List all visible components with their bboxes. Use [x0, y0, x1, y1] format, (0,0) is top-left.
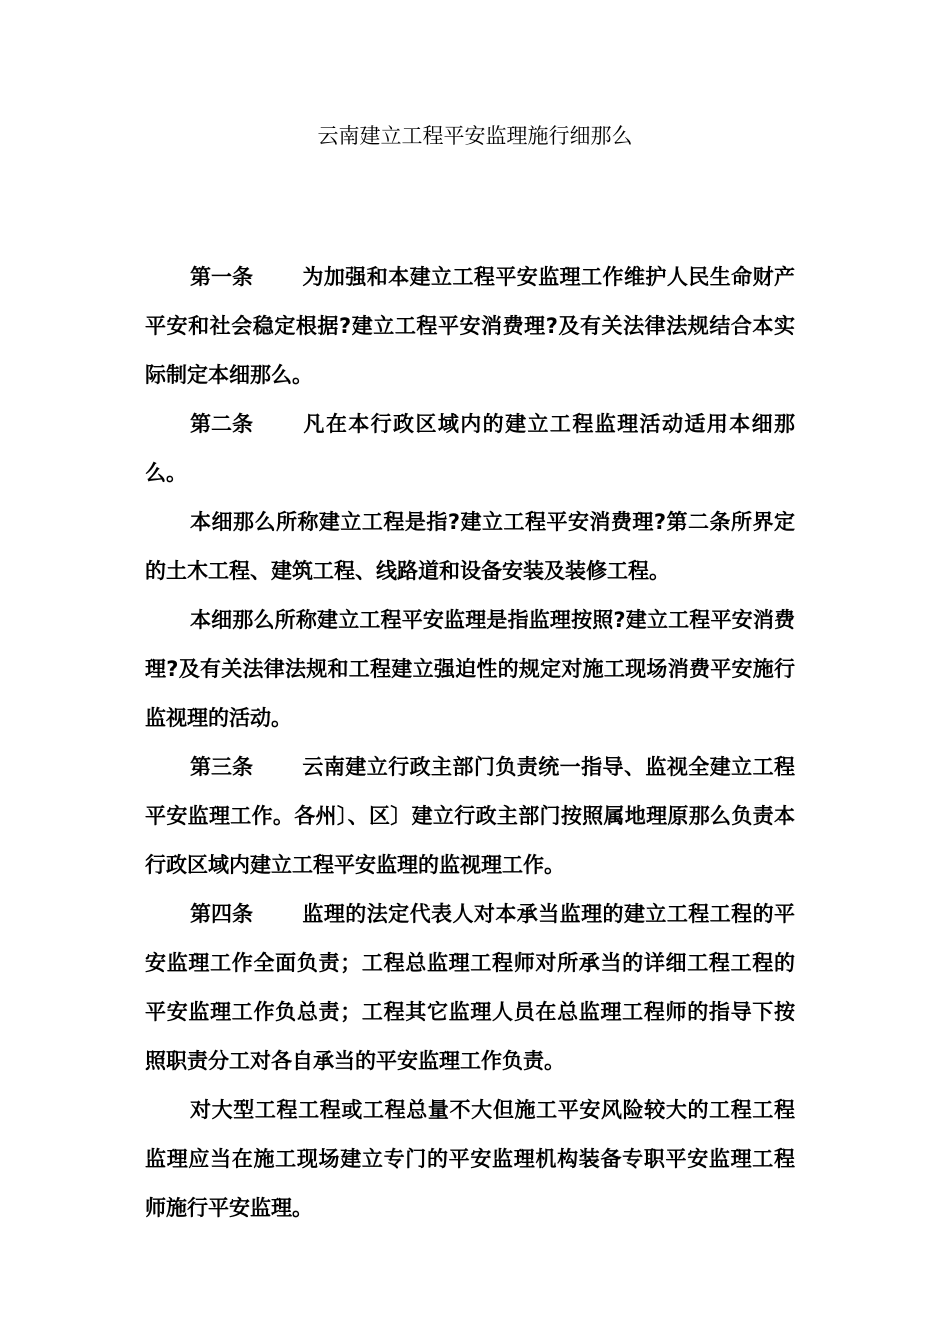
article-label: 第一条 — [190, 265, 253, 289]
article-3-paragraph — [145, 743, 795, 890]
paragraph-text: 本细那么所称建立工程是指?建立工程平安消费理?第二条所界定的土木工程、建筑工程、线路道和设备安装及装修工程。 — [145, 510, 795, 583]
paragraph-text: 本细那么所称建立工程平安监理是指监理按照?建立工程平安消费理?及有关法律法规和工程建立强迫性的规定对施工现场消费平安施行监视理的活动。 — [145, 608, 795, 730]
article-text: 监理的法定代表人对本承当监理的建立工程工程的平安监理工作全面负责；工程总监理工程师对所承当的详细工程工程的平安监理工作负总责；工程其它监理人员在总监理工程师的指导下按照职责分工对各自承当的平安监理工作负责。 — [145, 902, 795, 1073]
article-1-paragraph — [145, 253, 795, 400]
paragraph — [145, 498, 795, 596]
article-2-paragraph — [145, 400, 795, 498]
document-title: 云南建立工程平安监理施行细那么 — [317, 124, 633, 148]
article-label: 第二条 — [190, 412, 253, 436]
article-4-paragraph — [145, 890, 795, 1086]
paragraph — [145, 596, 795, 743]
article-label: 第四条 — [190, 902, 253, 926]
article-text: 凡在本行政区域内的建立工程监理活动适用本细那么。 — [145, 412, 795, 485]
article-text: 云南建立行政主部门负责统一指导、监视全建立工程平安监理工作。各州〕、区〕建立行政主部门按照属地理原那么负责本行政区域内建立工程平安监理的监视理工作。 — [145, 755, 795, 877]
document-body — [145, 253, 795, 1233]
paragraph — [145, 1086, 795, 1233]
article-text: 为加强和本建立工程平安监理工作维护人民生命财产平安和社会稳定根据?建立工程平安消费理?及有关法律法规结合本实际制定本细那么。 — [145, 265, 795, 387]
article-label: 第三条 — [190, 755, 253, 779]
paragraph-text: 对大型工程工程或工程总量不大但施工平安风险较大的工程工程监理应当在施工现场建立专门的平安监理机构装备专职平安监理工程师施行平安监理。 — [145, 1098, 795, 1220]
